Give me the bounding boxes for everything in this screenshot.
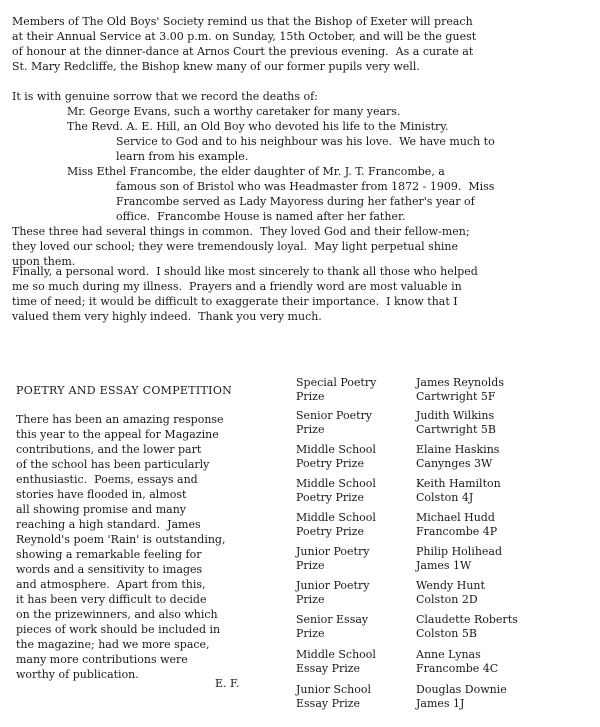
old-boys-notice <box>12 14 596 74</box>
prize-winner: Wendy Hunt Colston 2D <box>416 579 485 606</box>
text-line: on the prizewinners, and also which <box>16 608 218 621</box>
prize-name: Middle School Essay Prize <box>296 648 376 675</box>
text-line: of honour at the dinner-dance at Arnos Court the previous evening. As a curate at <box>12 45 474 58</box>
prize-winner: Judith Wilkins Cartwright 5B <box>416 409 496 436</box>
text-line: Members of The Old Boys' Society remind us that the Bishop of Exeter will preach <box>12 15 473 28</box>
text-line: many more contributions were <box>16 653 188 666</box>
prize-row <box>296 477 596 507</box>
text-line: all showing promise and many <box>16 503 186 516</box>
prize-row <box>296 376 596 406</box>
text-line: There has been an amazing response <box>16 413 224 426</box>
obituary-closing: they loved our school; they were tremendously loyal. May light perpetual shine <box>12 240 459 253</box>
obituary-francombe-continued: office. Francombe House is named after her father. <box>116 210 406 223</box>
text-line: reaching a high standard. James <box>16 518 201 531</box>
text-line: pieces of work should be included in <box>16 623 221 636</box>
obituary-hill-continued: learn from his example. <box>116 150 249 163</box>
prize-winner: Claudette Roberts Colston 5B <box>416 613 518 640</box>
text-line: at their Annual Service at 3.00 p.m. on Sunday, 15th October, and will be the guest <box>12 30 477 43</box>
text-line: enthusiastic. Poems, essays and <box>16 473 198 486</box>
prize-name: Middle School Poetry Prize <box>296 443 376 470</box>
obituary-notice <box>12 89 596 269</box>
prize-name: Junior School Essay Prize <box>296 683 372 710</box>
obituary-evans: Mr. George Evans, such a worthy caretaker for many years. <box>67 105 401 118</box>
prize-name: Middle School Poetry Prize <box>296 511 376 538</box>
text-line: this year to the appeal for Magazine <box>16 428 219 441</box>
prize-row <box>296 579 596 609</box>
text-line: Reynold's poem 'Rain' is outstanding, <box>16 533 226 546</box>
prize-winner: Keith Hamilton Colston 4J <box>416 477 501 504</box>
prize-winner: Anne Lynas Francombe 4C <box>416 648 499 675</box>
prize-winner: Elaine Haskins Canynges 3W <box>416 443 500 470</box>
obituary-closing: These three had several things in common. They loved God and their fellow-men; <box>12 225 470 238</box>
prize-name: Senior Essay Prize <box>296 613 369 640</box>
obituary-hill: The Revd. A. E. Hill, an Old Boy who devoted his life to the Ministry. <box>67 120 449 133</box>
prize-winner: James Reynolds Cartwright 5F <box>416 376 504 403</box>
signature: E. F. <box>215 677 240 690</box>
text-line: St. Mary Redcliffe, the Bishop knew many of our former pupils very well. <box>12 60 420 73</box>
text-line: me so much during my illness. Prayers and a friendly word are most valuable in <box>12 280 462 293</box>
obituary-closing: upon them. <box>12 255 76 268</box>
personal-word <box>12 264 596 324</box>
obituary-francombe-continued: famous son of Bristol who was Headmaster from 1872 - 1909. Miss <box>116 180 495 193</box>
prize-name: Special Poetry Prize <box>296 376 377 403</box>
prize-name: Senior Poetry Prize <box>296 409 373 436</box>
prize-winner: Philip Holihead James 1W <box>416 545 503 572</box>
text-line: showing a remarkable feeling for <box>16 548 202 561</box>
text-line: Finally, a personal word. I should like most sincerely to thank all those who helped <box>12 265 478 278</box>
prize-row <box>296 511 596 541</box>
prize-name: Junior Poetry Prize <box>296 579 370 606</box>
obituary-francombe-continued: Francombe served as Lady Mayoress during her father's year of <box>116 195 475 208</box>
competition-body <box>16 412 296 682</box>
text-line: words and a sensitivity to images <box>16 563 203 576</box>
text-line: valued them very highly indeed. Thank you very much. <box>12 310 322 323</box>
prize-winner: Michael Hudd Francombe 4P <box>416 511 498 538</box>
text-line: it has been very difficult to decide <box>16 593 207 606</box>
text-line: of the school has been particularly <box>16 458 210 471</box>
text-line: the magazine; had we more space, <box>16 638 210 651</box>
prize-row <box>296 613 596 643</box>
text-line: contributions, and the lower part <box>16 443 202 456</box>
text-line: time of need; it would be difficult to exaggerate their importance. I know that I <box>12 295 458 308</box>
competition-heading: POETRY AND ESSAY COMPETITION <box>16 384 233 397</box>
prize-row <box>296 683 596 713</box>
obituary-hill-continued: Service to God and to his neighbour was his love. We have much to <box>116 135 495 148</box>
prize-row <box>296 545 596 575</box>
text-line: and atmosphere. Apart from this, <box>16 578 206 591</box>
prize-name: Junior Poetry Prize <box>296 545 370 572</box>
prize-name: Middle School Poetry Prize <box>296 477 376 504</box>
prize-row <box>296 648 596 678</box>
obituary-francombe: Miss Ethel Francombe, the elder daughter of Mr. J. T. Francombe, a <box>67 165 445 178</box>
text-line: stories have flooded in, almost <box>16 488 187 501</box>
text-line: worthy of publication. <box>16 668 139 681</box>
prize-winner: Douglas Downie James 1J <box>416 683 507 710</box>
prize-row <box>296 443 596 473</box>
prize-row <box>296 409 596 439</box>
obituary-opening: It is with genuine sorrow that we record the deaths of: <box>12 90 318 103</box>
